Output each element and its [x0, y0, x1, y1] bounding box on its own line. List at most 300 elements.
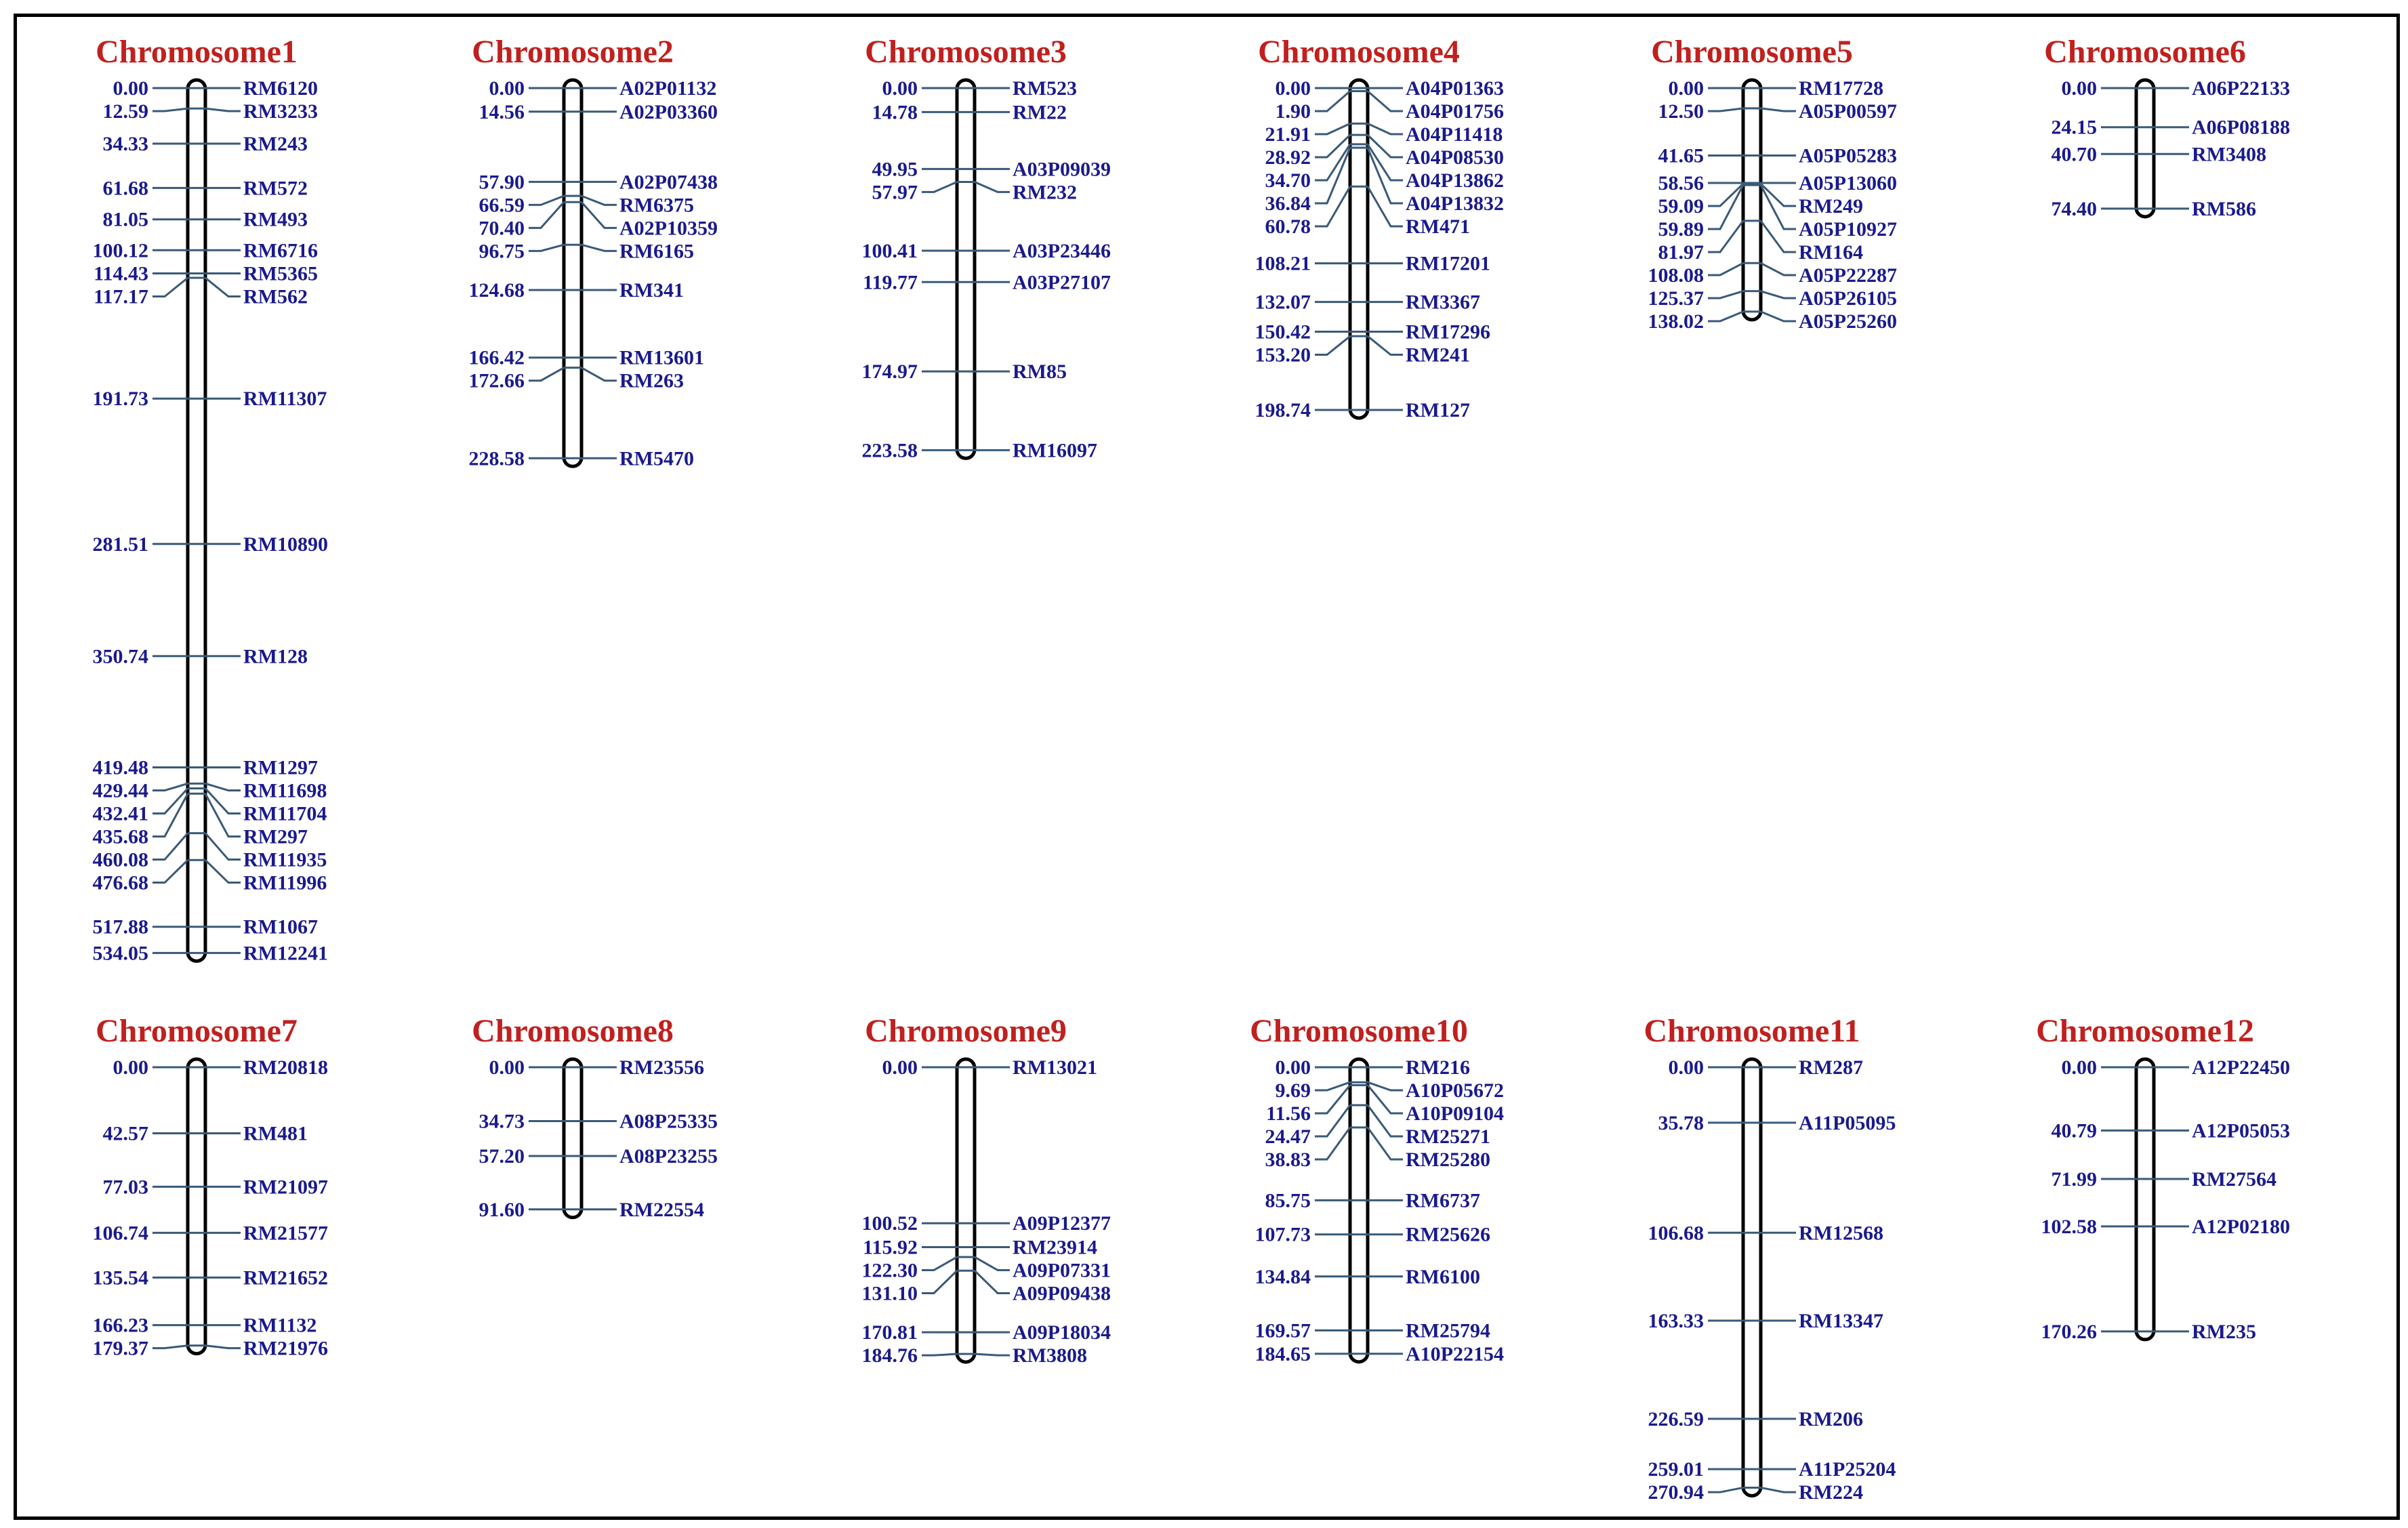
marker-position: 70.40: [478, 217, 525, 240]
marker-position: 100.41: [861, 239, 918, 262]
marker-name: RM127: [1406, 398, 1470, 421]
marker-name: RM25271: [1406, 1126, 1490, 1148]
marker-right-connector: [1761, 291, 1796, 298]
marker-name: A04P11418: [1406, 123, 1503, 146]
marker-name: RM562: [243, 285, 308, 308]
marker-name: RM128: [243, 645, 308, 668]
marker: [862, 439, 1097, 461]
marker-position: 534.05: [92, 942, 148, 965]
marker-right-connector: [1368, 336, 1403, 354]
marker-position: 0.00: [882, 1056, 918, 1079]
marker-position: 42.57: [102, 1122, 148, 1145]
marker-position: 81.05: [102, 208, 148, 231]
marker-position: 11.56: [1266, 1102, 1311, 1125]
marker: [113, 1056, 328, 1079]
marker-right-connector: [205, 278, 241, 296]
marker-left-connector: [152, 793, 188, 836]
marker: [1658, 172, 1898, 194]
marker-name: RM224: [1799, 1481, 1863, 1504]
marker: [2052, 117, 2291, 139]
marker: [862, 240, 1111, 262]
marker-name: RM6100: [1406, 1265, 1480, 1288]
marker-name: RM11307: [243, 388, 327, 411]
chromosome-10: [1250, 1013, 1504, 1365]
marker-left-connector: [152, 108, 188, 111]
marker-name: RM6716: [243, 239, 318, 262]
chromosome-bar: [2136, 80, 2154, 217]
marker-position: 0.00: [489, 77, 525, 100]
chromosome-title: Chromosome9: [865, 1013, 1067, 1049]
marker: [479, 171, 718, 193]
marker-position: 24.15: [2051, 116, 2097, 139]
marker-position: 77.03: [102, 1176, 148, 1199]
marker-left-connector: [1708, 1487, 1743, 1492]
marker-position: 132.07: [1254, 291, 1311, 314]
marker-position: 517.88: [92, 915, 148, 938]
marker-position: 58.56: [1658, 171, 1704, 194]
marker-position: 100.12: [92, 239, 148, 262]
marker-position: 270.94: [1648, 1481, 1704, 1504]
marker-position: 0.00: [113, 77, 148, 100]
marker-name: RM17201: [1406, 252, 1490, 275]
marker: [489, 77, 717, 100]
marker-name: RM235: [2192, 1320, 2256, 1343]
marker-left-connector: [1315, 91, 1350, 111]
marker: [1669, 77, 1883, 100]
marker-position: 66.59: [478, 194, 525, 217]
chromosome-bar: [2136, 1059, 2154, 1340]
marker-name: RM6737: [1406, 1189, 1480, 1212]
marker-position: 226.59: [1648, 1407, 1704, 1430]
marker-name: A02P07438: [619, 171, 718, 194]
chromosome-11: [1644, 1013, 1896, 1504]
chromosome-7: [93, 1013, 328, 1360]
marker: [1648, 1458, 1896, 1481]
marker-name: A05P22287: [1799, 264, 1897, 287]
marker-name: A12P02180: [2192, 1215, 2290, 1238]
marker-position: 179.37: [92, 1337, 148, 1360]
chromosome-title: Chromosome5: [1651, 34, 1853, 70]
marker: [872, 158, 1111, 180]
marker-left-connector: [922, 1354, 957, 1355]
marker-right-connector: [205, 860, 241, 882]
marker-right-connector: [1368, 123, 1403, 134]
marker-position: 435.68: [92, 825, 148, 848]
marker-position: 0.00: [113, 1056, 148, 1079]
marker-left-connector: [1708, 185, 1743, 229]
marker: [469, 347, 704, 369]
marker-position: 114.43: [94, 262, 148, 285]
marker: [1658, 1112, 1896, 1134]
marker-left-connector: [922, 182, 957, 192]
marker: [1265, 123, 1503, 146]
marker-name: A09P07331: [1013, 1259, 1111, 1282]
marker-position: 38.83: [1265, 1149, 1311, 1171]
marker: [2062, 77, 2291, 100]
marker: [1648, 263, 1898, 287]
marker-name: A03P23446: [1013, 239, 1111, 262]
marker-position: 115.92: [863, 1236, 918, 1259]
marker-name: RM13021: [1013, 1056, 1097, 1079]
marker-name: A10P22154: [1406, 1342, 1504, 1365]
marker-name: RM21097: [243, 1176, 328, 1199]
chromosome-1: [93, 34, 328, 964]
marker-name: A05P05283: [1799, 144, 1897, 167]
marker: [1276, 1056, 1470, 1079]
marker: [1276, 1079, 1505, 1102]
marker: [862, 1257, 1111, 1281]
marker-position: 432.41: [92, 802, 148, 825]
marker-name: RM21976: [243, 1337, 328, 1360]
chromosome-bar: [1350, 80, 1368, 418]
marker-name: A06P22133: [2192, 77, 2290, 100]
chromosome-bar: [957, 80, 975, 458]
marker-name: RM523: [1013, 77, 1077, 100]
marker: [1276, 77, 1505, 100]
marker-right-connector: [975, 1257, 1010, 1270]
marker-position: 166.42: [468, 346, 525, 369]
chromosome-title: Chromosome4: [1258, 34, 1460, 70]
marker-name: RM17728: [1799, 77, 1883, 100]
marker-name: A06P08188: [2192, 116, 2290, 139]
marker: [1648, 1222, 1883, 1244]
marker: [1255, 1224, 1490, 1246]
marker: [1255, 1343, 1505, 1365]
marker-name: RM5470: [619, 447, 694, 470]
marker-position: 34.70: [1265, 169, 1311, 192]
marker-right-connector: [975, 1271, 1010, 1293]
marker-name: A02P03360: [619, 100, 718, 123]
marker-position: 223.58: [861, 439, 918, 462]
marker-right-connector: [581, 368, 617, 381]
marker-right-connector: [1368, 1128, 1403, 1159]
marker-name: RM85: [1013, 360, 1067, 384]
marker-position: 14.78: [872, 101, 918, 124]
marker-name: A11P25204: [1799, 1458, 1896, 1481]
marker-position: 124.68: [468, 278, 525, 302]
marker-position: 12.59: [102, 100, 148, 123]
marker-name: RM572: [243, 177, 308, 200]
marker-position: 60.78: [1265, 215, 1311, 238]
marker-left-connector: [152, 860, 188, 882]
marker-position: 131.10: [861, 1282, 918, 1305]
marker: [113, 77, 318, 100]
chromosome-bar: [188, 80, 205, 961]
marker: [862, 1321, 1111, 1344]
marker-position: 0.00: [1668, 1056, 1704, 1079]
marker-position: 36.84: [1265, 192, 1311, 215]
marker: [863, 271, 1111, 293]
marker-name: RM586: [2192, 197, 2256, 220]
marker-position: 35.78: [1658, 1111, 1704, 1134]
chromosome-bar: [564, 1059, 581, 1218]
marker: [2052, 1168, 2277, 1191]
marker-name: RM1067: [243, 915, 318, 938]
marker-position: 117.17: [94, 285, 148, 308]
marker-right-connector: [1761, 263, 1796, 275]
marker-name: RM21652: [243, 1266, 328, 1289]
marker-name: RM11996: [243, 871, 327, 894]
marker-name: RM25626: [1406, 1223, 1490, 1246]
marker-name: A03P27107: [1013, 271, 1111, 294]
marker-position: 350.74: [92, 645, 148, 668]
marker-name: RM341: [619, 278, 684, 302]
marker-left-connector: [1708, 108, 1743, 111]
marker-position: 9.69: [1275, 1079, 1311, 1102]
marker-position: 191.73: [92, 388, 148, 411]
marker-name: A10P09104: [1406, 1102, 1504, 1125]
marker: [2062, 1056, 2291, 1079]
marker-position: 198.74: [1254, 398, 1311, 421]
marker-position: 21.91: [1265, 123, 1311, 146]
marker-name: A04P01363: [1406, 77, 1504, 100]
marker-name: RM11935: [243, 848, 327, 871]
chromosome-2: [469, 34, 718, 470]
marker-name: RM23914: [1013, 1236, 1097, 1259]
marker-position: 108.08: [1648, 264, 1704, 287]
marker-name: A04P08530: [1406, 146, 1504, 169]
marker-position: 57.20: [478, 1144, 525, 1168]
marker-name: RM11704: [243, 802, 327, 825]
marker-name: RM6375: [619, 194, 694, 217]
marker-right-connector: [1368, 91, 1403, 111]
marker: [2052, 1119, 2291, 1142]
marker-right-connector: [581, 202, 617, 228]
marker: [2041, 1216, 2291, 1238]
marker-right-connector: [1761, 221, 1796, 252]
marker-right-connector: [205, 108, 241, 111]
chromosome-4: [1255, 34, 1505, 421]
marker: [882, 77, 1077, 100]
marker-name: A05P25260: [1799, 310, 1897, 333]
marker-left-connector: [1315, 1082, 1350, 1090]
marker: [862, 1212, 1111, 1235]
marker-position: 0.00: [882, 77, 918, 100]
marker-name: RM21577: [243, 1222, 328, 1245]
marker-left-connector: [1315, 123, 1350, 134]
marker-position: 228.58: [468, 447, 525, 470]
marker-name: RM3408: [2192, 143, 2266, 166]
marker-position: 40.70: [2051, 143, 2097, 166]
marker-position: 184.65: [1254, 1342, 1311, 1365]
marker-position: 0.00: [489, 1056, 525, 1079]
chromosome-title: Chromosome7: [96, 1013, 298, 1049]
chromosome-title: Chromosome1: [96, 34, 298, 70]
marker-position: 14.56: [478, 100, 525, 123]
marker-position: 24.47: [1265, 1126, 1311, 1148]
marker: [882, 1056, 1097, 1079]
marker-right-connector: [975, 182, 1010, 192]
marker: [93, 942, 328, 964]
marker-name: RM13601: [619, 346, 704, 369]
chromosome-bar: [1743, 1059, 1761, 1495]
marker-name: RM216: [1406, 1056, 1470, 1079]
marker: [93, 1338, 328, 1360]
marker-left-connector: [1708, 291, 1743, 298]
chromosome-8: [472, 1013, 718, 1221]
marker-right-connector: [205, 788, 241, 813]
marker-position: 281.51: [92, 533, 148, 556]
marker-right-connector: [581, 245, 617, 251]
marker: [863, 1236, 1097, 1258]
marker-position: 150.42: [1254, 321, 1311, 344]
marker-name: RM12241: [243, 942, 328, 965]
marker-right-connector: [1761, 312, 1796, 321]
marker-position: 429.44: [92, 779, 148, 802]
marker-position: 0.00: [2061, 1056, 2097, 1079]
marker-position: 172.66: [468, 369, 525, 392]
marker-position: 57.97: [872, 181, 918, 204]
chromosome-title: Chromosome12: [2036, 1013, 2254, 1049]
marker-name: A03P09039: [1013, 158, 1111, 181]
marker-position: 184.76: [861, 1344, 918, 1367]
marker-left-connector: [152, 783, 188, 790]
marker-left-connector: [922, 1257, 957, 1270]
marker-name: RM241: [1406, 344, 1470, 367]
marker-right-connector: [205, 1346, 241, 1348]
chromosome-title: Chromosome8: [472, 1013, 674, 1049]
marker-position: 1.90: [1275, 100, 1311, 123]
marker-left-connector: [1708, 221, 1743, 252]
marker-position: 0.00: [1275, 77, 1311, 100]
marker-position: 106.68: [1648, 1222, 1704, 1245]
marker: [93, 388, 327, 410]
marker-name: A04P13862: [1406, 169, 1504, 192]
marker-position: 41.65: [1658, 144, 1704, 167]
marker-name: RM243: [243, 133, 308, 156]
marker-position: 174.97: [861, 360, 918, 384]
marker-right-connector: [975, 1354, 1010, 1355]
marker-name: RM25794: [1406, 1319, 1490, 1342]
marker-position: 96.75: [478, 240, 525, 263]
marker-left-connector: [1708, 263, 1743, 275]
chromosome-bar: [564, 80, 581, 466]
marker-name: RM297: [243, 825, 308, 848]
chromosome-title: Chromosome2: [472, 34, 674, 70]
marker-right-connector: [1761, 1487, 1796, 1492]
marker-name: A02P01132: [619, 77, 717, 100]
marker: [1255, 253, 1490, 275]
marker: [479, 1111, 718, 1133]
marker-position: 71.99: [2051, 1168, 2097, 1191]
marker-position: 122.30: [861, 1259, 918, 1282]
marker-name: RM5365: [243, 262, 318, 285]
marker-position: 106.74: [92, 1222, 148, 1245]
marker-name: A05P26105: [1799, 287, 1897, 310]
chromosome-6: [2044, 34, 2290, 220]
marker: [479, 240, 694, 262]
marker-position: 102.58: [2041, 1215, 2097, 1238]
marker-name: RM6165: [619, 240, 694, 263]
marker: [103, 1176, 328, 1198]
marker: [479, 101, 718, 123]
marker-position: 138.02: [1648, 310, 1704, 333]
marker: [1658, 145, 1898, 167]
marker: [479, 1199, 704, 1221]
marker: [489, 1056, 704, 1079]
marker-right-connector: [205, 793, 241, 836]
marker-name: A12P05053: [2192, 1119, 2290, 1142]
marker-position: 107.73: [1254, 1223, 1311, 1246]
marker-left-connector: [529, 196, 564, 205]
marker-left-connector: [922, 1271, 957, 1293]
marker-position: 135.54: [92, 1266, 148, 1289]
marker-position: 125.37: [1648, 287, 1704, 310]
marker-name: A09P09438: [1013, 1282, 1111, 1305]
marker-name: RM25280: [1406, 1149, 1490, 1171]
marker-name: RM10890: [243, 533, 328, 556]
marker-position: 419.48: [92, 756, 148, 779]
marker-right-connector: [1761, 108, 1796, 111]
marker: [1658, 100, 1898, 123]
marker-position: 259.01: [1648, 1458, 1704, 1481]
marker-name: A08P23255: [619, 1144, 718, 1168]
marker-name: RM16097: [1013, 439, 1097, 462]
marker-position: 59.89: [1658, 218, 1704, 241]
chromosome-title: Chromosome11: [1644, 1013, 1860, 1049]
marker-position: 0.00: [2061, 77, 2097, 100]
marker-position: 34.73: [478, 1110, 525, 1133]
marker-name: A12P22450: [2192, 1056, 2290, 1079]
marker-position: 119.77: [863, 271, 918, 294]
marker-name: RM11698: [243, 779, 327, 802]
marker-name: RM3808: [1013, 1344, 1087, 1367]
marker: [93, 780, 327, 802]
marker-position: 108.21: [1254, 252, 1311, 275]
marker: [1265, 1189, 1480, 1212]
marker-position: 74.40: [2051, 197, 2097, 220]
marker-left-connector: [152, 278, 188, 296]
marker-position: 476.68: [92, 871, 148, 894]
marker-name: RM249: [1799, 194, 1863, 218]
marker-position: 28.92: [1265, 146, 1311, 169]
marker-position: 460.08: [92, 848, 148, 871]
marker-position: 57.90: [478, 171, 525, 194]
chromosome-title: Chromosome10: [1250, 1013, 1468, 1049]
marker-name: A04P13832: [1406, 192, 1504, 215]
marker-name: RM22554: [619, 1198, 704, 1221]
marker-right-connector: [1368, 1105, 1403, 1136]
marker-name: RM481: [243, 1122, 308, 1145]
chromosome-5: [1648, 34, 1898, 333]
marker-position: 169.57: [1254, 1319, 1311, 1342]
marker-name: RM263: [619, 369, 684, 392]
marker: [93, 1266, 328, 1289]
marker: [1648, 1310, 1883, 1332]
chromosome-bar: [188, 1059, 205, 1354]
chromosome-3: [862, 34, 1111, 461]
marker-name: A10P05672: [1406, 1079, 1504, 1102]
marker-name: RM20818: [243, 1056, 328, 1079]
marker-name: RM6120: [243, 77, 318, 100]
marker-name: A08P25335: [619, 1110, 718, 1133]
marker-position: 100.52: [861, 1212, 918, 1235]
marker-name: RM493: [243, 208, 308, 231]
chromosome-9: [862, 1013, 1111, 1367]
marker-name: RM3367: [1406, 291, 1480, 314]
marker-right-connector: [581, 196, 617, 205]
chromosome-12: [2036, 1013, 2290, 1343]
marker-position: 0.00: [1668, 77, 1704, 100]
marker-position: 153.20: [1254, 344, 1311, 367]
marker-right-connector: [1368, 1082, 1403, 1090]
chromosome-title: Chromosome6: [2044, 34, 2246, 70]
marker-name: RM287: [1799, 1056, 1863, 1079]
marker-position: 81.97: [1658, 241, 1704, 264]
chromosome-title: Chromosome3: [865, 34, 1067, 70]
marker-name: RM471: [1406, 215, 1470, 238]
marker-name: A05P10927: [1799, 218, 1897, 241]
